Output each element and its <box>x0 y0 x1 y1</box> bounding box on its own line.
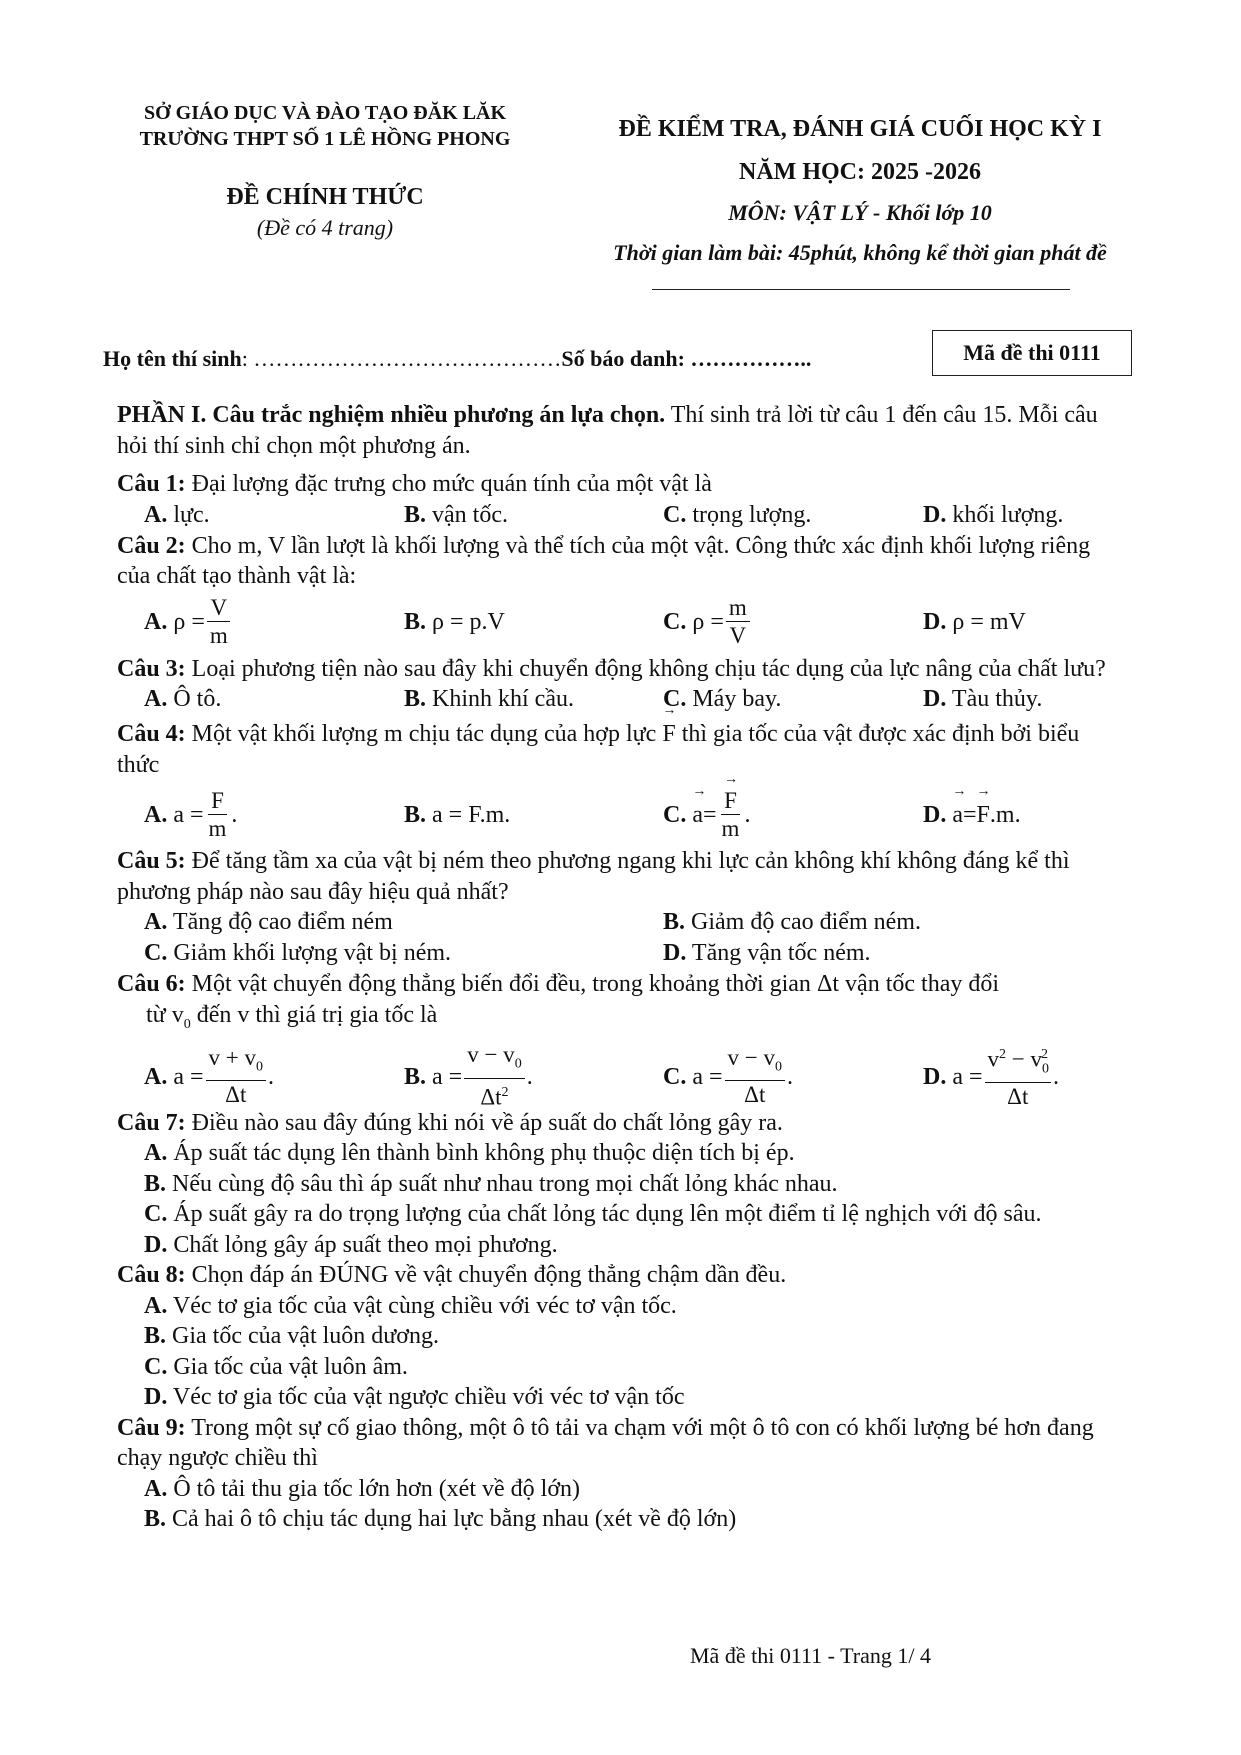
q5-label: Câu 5: <box>117 848 186 874</box>
q9-option-b: B. Cả hai ô tô chịu tác dụng hai lực bằng nhau (xét về độ lớn) <box>144 1506 737 1533</box>
name-label: Họ tên thí sinh <box>103 346 242 371</box>
sbd-label: Số báo danh <box>561 346 678 371</box>
q2-option-a: A. ρ = $\frac{V}{m}$ <box>144 592 233 654</box>
candidate-line <box>103 345 811 373</box>
q1-text: Đại lượng đặc trưng cho mức quán tính của một vật là <box>185 471 712 497</box>
q4-label: Câu 4: <box>117 721 186 747</box>
question-3 <box>117 654 1127 685</box>
q2-label: Câu 2: <box>117 532 186 559</box>
q8-option-c: C. Gia tốc của vật luôn âm. <box>144 1353 408 1380</box>
part1-title: PHẦN I. Câu trắc nghiệm nhiều phương án lựa chọn. <box>117 402 666 428</box>
q5-text: Để tăng tầm xa của vật bị ném theo phương ngang khi lực cản không khí không đáng kể thì phương pháp nào sau đây hiệu quả nhất? <box>117 848 1070 905</box>
question-9 <box>117 1413 1127 1474</box>
q5-option-a: A. Tăng độ cao điểm ném <box>144 909 393 935</box>
q5-options-row1 <box>117 907 1127 938</box>
q4-options <box>117 784 1127 846</box>
q1-option-d: D. khối lượng. <box>923 501 1064 528</box>
q8-option-b: B. Gia tốc của vật luôn dương. <box>144 1323 439 1350</box>
q7-option-a: A. Áp suất tác dụng lên thành bình không phụ thuộc diện tích bị ép. <box>144 1140 795 1167</box>
department-name: SỞ GIÁO DỤC VÀ ĐÀO TẠO ĐĂK LĂK <box>143 102 507 124</box>
q9-text: Trong một sự cố giao thông, một ô tô tải va chạm với một ô tô con có khối lượng bé hơn đang chạy ngược chiều thì <box>117 1414 1094 1472</box>
duration: Thời gian làm bài: 45phút, không kể thời gian phát đề <box>613 240 1107 265</box>
q3-options <box>117 684 1127 715</box>
header-rule <box>652 289 1070 290</box>
q5-option-d: D. Tăng vận tốc ném. <box>663 940 871 966</box>
part1-instruction: Thí sinh trả lời từ câu 1 đến câu 15. Mỗi câu hỏi thí sinh chỉ chọn một phương án. <box>117 402 1098 459</box>
q9-option-a: A. Ô tô tải thu gia tốc lớn hơn (xét về độ lớn) <box>144 1475 581 1502</box>
question-2 <box>117 531 1127 592</box>
q2-text: Cho m, V lần lượt là khối lượng và thể tích của một vật. Công thức xác định khối lượng riêng của chất tạo thành vật là: <box>117 532 1091 589</box>
q7-text: Điều nào sau đây đúng khi nói về áp suất do chất lỏng gây ra. <box>185 1109 783 1136</box>
question-5 <box>117 846 1127 907</box>
q3-option-c: C. Máy bay. <box>663 686 782 712</box>
name-dots: : …………………………………… <box>241 346 562 371</box>
q4-option-a: A. a = $\frac{F}{m}$ . <box>144 787 238 841</box>
q6-option-c: C. a = $\frac{v - v_0}{\Delta t}$ . <box>663 1044 794 1108</box>
exam-code-box: Mã đề thi 0111 <box>932 330 1132 376</box>
q1-option-b: B. vận tốc. <box>404 501 508 528</box>
q5-option-c: C. Giảm khối lượng vật bị ném. <box>144 940 452 966</box>
pages-note: (Đề có 4 trang) <box>256 215 394 240</box>
q3-text: Loại phương tiện nào sau đây khi chuyển động không chịu tác dụng của lực nâng của chất lưu? <box>185 655 1106 682</box>
q2-option-d: D. ρ = mV <box>923 609 1026 636</box>
q7-option-d: D. Chất lỏng gây áp suất theo mọi phương. <box>144 1231 558 1258</box>
q6-option-d: D. a = $\frac{v^2 - v_0^2}{\Delta t}$ . <box>923 1046 1059 1108</box>
q3-label: Câu 3: <box>117 655 186 682</box>
page-footer: Mã đề thi 0111 - Trang 1/ 4 <box>690 1643 931 1668</box>
question-8 <box>117 1260 1127 1291</box>
question-6-line2: từ $v_0$ đến v thì giá trị gia tốc là <box>146 1001 438 1032</box>
q5-options-row2 <box>117 938 1127 969</box>
question-4: Câu 4: Một vật khối lượng m chịu tác dụng của hợp lực → F thì gia tốc của vật được xác định bởi biểu thức <box>117 719 1127 780</box>
question-6: Câu 6: Một vật chuyển động thẳng biến đổi đều, trong khoảng thời gian Δt vận tốc thay đổi <box>117 971 1000 997</box>
question-1 <box>117 469 1127 500</box>
q1-option-c: C. trọng lượng. <box>663 501 812 528</box>
q6-label: Câu 6: <box>117 971 186 997</box>
q4-option-b: B. a = F.m. <box>404 801 511 828</box>
sbd-dots: : …………….. <box>677 346 812 371</box>
exam-title: ĐỀ KIỂM TRA, ĐÁNH GIÁ CUỐI HỌC KỲ I <box>618 116 1102 142</box>
q2-option-c: C. ρ = $\frac{m}{V}$ <box>663 592 752 654</box>
q1-label: Câu 1: <box>117 471 186 497</box>
q8-option-d: D. Véc tơ gia tốc của vật ngược chiều với véc tơ vận tốc <box>144 1384 685 1411</box>
q8-option-a: A. Véc tơ gia tốc của vật cùng chiều với véc tơ vận tốc. <box>144 1292 677 1319</box>
q4-option-c: C. → a = → $\frac{F}{m}$ . <box>663 784 750 846</box>
q7-option-b: B. Nếu cùng độ sâu thì áp suất như nhau trong mọi chất lỏng khác nhau. <box>144 1170 838 1197</box>
q7-label: Câu 7: <box>117 1109 186 1136</box>
q9-label: Câu 9: <box>117 1414 186 1441</box>
school-year: NĂM HỌC: 2025 -2026 <box>739 159 981 185</box>
question-7 <box>117 1108 1127 1139</box>
q6-option-a: A. a = $\frac{v + v_0}{\Delta t}$ . <box>144 1044 275 1108</box>
official-label: ĐỀ CHÍNH THỨC <box>226 184 424 210</box>
q6-option-b: B. a = $\frac{v - v_0}{\Delta t^2}$ . <box>404 1042 533 1110</box>
q2-option-b: B. ρ = p.V <box>404 609 505 636</box>
q3-option-b: B. Khinh khí cầu. <box>404 686 574 712</box>
q6-options <box>117 1042 1127 1110</box>
school-name: TRƯỜNG THPT SỐ 1 LÊ HỒNG PHONG <box>139 128 511 150</box>
force-vector: → F <box>662 719 675 750</box>
q2-options <box>117 592 1127 654</box>
q1-option-a: A. lực. <box>144 501 210 528</box>
exam-body <box>117 400 1127 1535</box>
q1-options <box>117 500 1127 531</box>
q7-option-c: C. Áp suất gây ra do trọng lượng của chất lỏng tác dụng lên một điểm tỉ lệ nghịch với độ sâu. <box>144 1201 1042 1228</box>
subject: MÔN: VẬT LÝ - Khối lớp 10 <box>728 200 992 225</box>
q4-option-d: D. → a = → F .m. <box>923 784 1021 846</box>
part1-heading <box>117 400 1127 461</box>
q8-text: Chọn đáp án ĐÚNG về vật chuyển động thẳng chậm dần đều. <box>185 1262 787 1289</box>
q8-label: Câu 8: <box>117 1262 186 1289</box>
q3-option-d: D. Tàu thủy. <box>923 686 1043 712</box>
q3-option-a: A. Ô tô. <box>144 686 222 712</box>
q5-option-b: B. Giảm độ cao điểm ném. <box>663 909 921 935</box>
